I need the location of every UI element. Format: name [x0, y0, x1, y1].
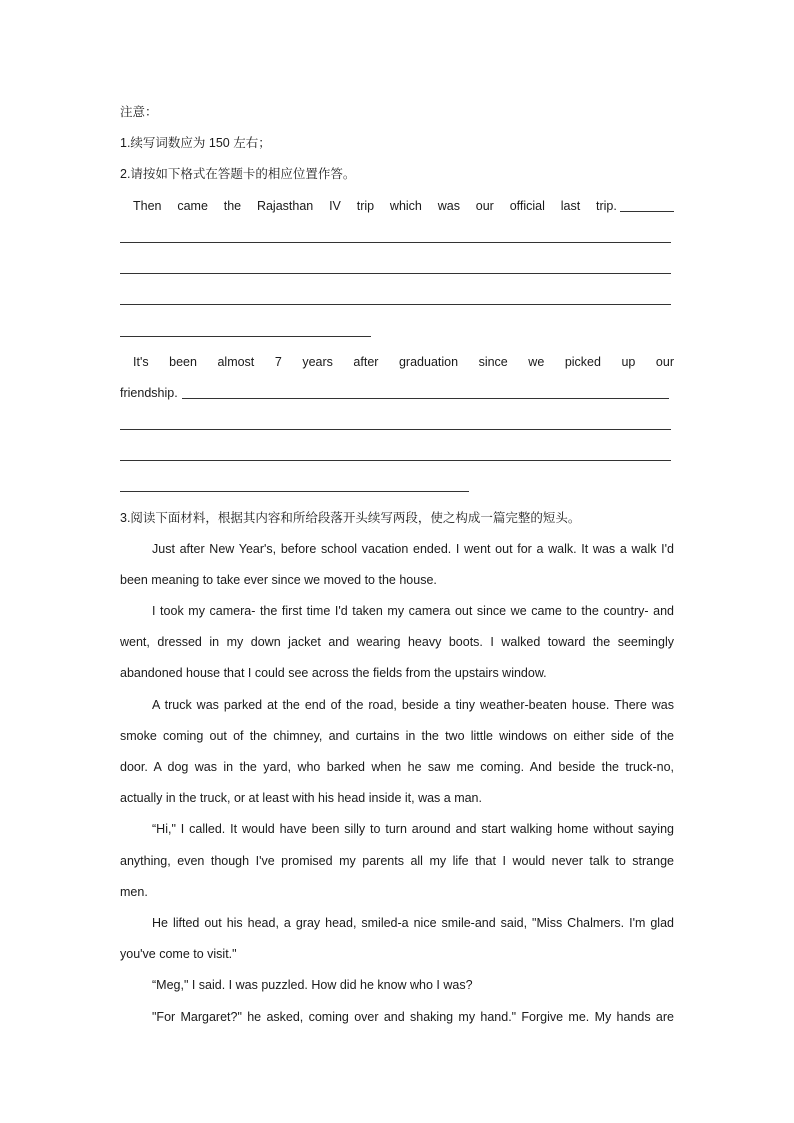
story-line: been meaning to take ever since we moved to the house.: [120, 573, 437, 587]
answer-line[interactable]: [120, 460, 671, 461]
para1-word: trip: [356, 199, 375, 213]
para2-word: our: [655, 355, 674, 369]
para2-word: since: [478, 355, 508, 369]
para2-word: been: [169, 355, 197, 369]
para2-word: graduation: [398, 355, 459, 369]
para1-word: trip.: [596, 199, 617, 213]
answer-line[interactable]: [120, 491, 469, 492]
para1-word: last: [560, 199, 581, 213]
para1-word: Rajasthan: [256, 199, 314, 213]
story-line: Just after New Year's, before school vacation ended. I went out for a walk. It was a walk I'd: [152, 542, 674, 556]
para1-word: IV: [329, 199, 341, 213]
para2-word: we: [528, 355, 545, 369]
para1-word: Then: [133, 199, 162, 213]
para1-word: official: [509, 199, 545, 213]
para1-word: our: [475, 199, 494, 213]
para1-word: came: [177, 199, 208, 213]
answer-line[interactable]: [120, 336, 371, 337]
story-line: you've come to visit.": [120, 947, 237, 961]
story-line: went, dressed in my down jacket and wearing heavy boots. I walked toward the seemingly: [120, 635, 674, 649]
story-line: smoke coming out of the chimney, and curtains in the two little windows on either side of the: [120, 729, 674, 743]
para1-word: the: [223, 199, 242, 213]
para2-word: almost: [217, 355, 255, 369]
story-line: actually in the truck, or at least with his head inside it, was a man.: [120, 791, 482, 805]
para2-word: after: [353, 355, 379, 369]
story-line: “Hi," I called. It would have been silly to turn around and start walking home without saying: [152, 822, 674, 836]
story-line: men.: [120, 885, 148, 899]
story-line: anything, even though I've promised my parents all my life that I would never talk to strange: [120, 854, 674, 868]
para2-word: picked: [564, 355, 601, 369]
story-line: He lifted out his head, a gray head, smiled-a nice smile-and said, "Miss Chalmers. I'm glad: [152, 916, 674, 930]
para1-start-line: [133, 198, 617, 214]
para2-word: years: [302, 355, 333, 369]
answer-line[interactable]: [120, 304, 671, 305]
answer-line[interactable]: [120, 242, 671, 243]
para2-start-line-2: friendship.: [120, 386, 178, 400]
answer-line[interactable]: [120, 273, 671, 274]
story-line: "For Margaret?" he asked, coming over and shaking my hand." Forgive me. My hands are: [152, 1010, 674, 1024]
para1-word: which: [389, 199, 422, 213]
answer-blank[interactable]: [620, 211, 674, 212]
notice-item-1: 1.续写词数应为 150 左右；: [120, 136, 271, 150]
notice-item-2: 2.请按如下格式在答题卡的相应位置作答。: [120, 167, 356, 181]
para2-word: 7: [274, 355, 282, 369]
story-line: “Meg," I said. I was puzzled. How did he know who I was?: [152, 978, 473, 992]
story-line: abandoned house that I could see across the fields from the upstairs window.: [120, 666, 547, 680]
story-line: I took my camera- the first time I'd taken my camera out since we came to the country- and: [152, 604, 674, 618]
para2-word: It's: [133, 355, 149, 369]
para2-start-line: [133, 354, 674, 370]
para1-word: was: [437, 199, 460, 213]
answer-blank[interactable]: [182, 398, 669, 399]
para2-word: up: [621, 355, 636, 369]
story-line: door. A dog was in the yard, who barked when he saw me coming. And beside the truck-no,: [120, 760, 674, 774]
notice-heading: 注意：: [120, 105, 158, 119]
story-line: A truck was parked at the end of the road, beside a tiny weather-beaten house. There was: [152, 698, 674, 712]
reading-instruction: 3.阅读下面材料，根据其内容和所给段落开头续写两段，使之构成一篇完整的短头。: [120, 511, 581, 525]
answer-line[interactable]: [120, 429, 671, 430]
